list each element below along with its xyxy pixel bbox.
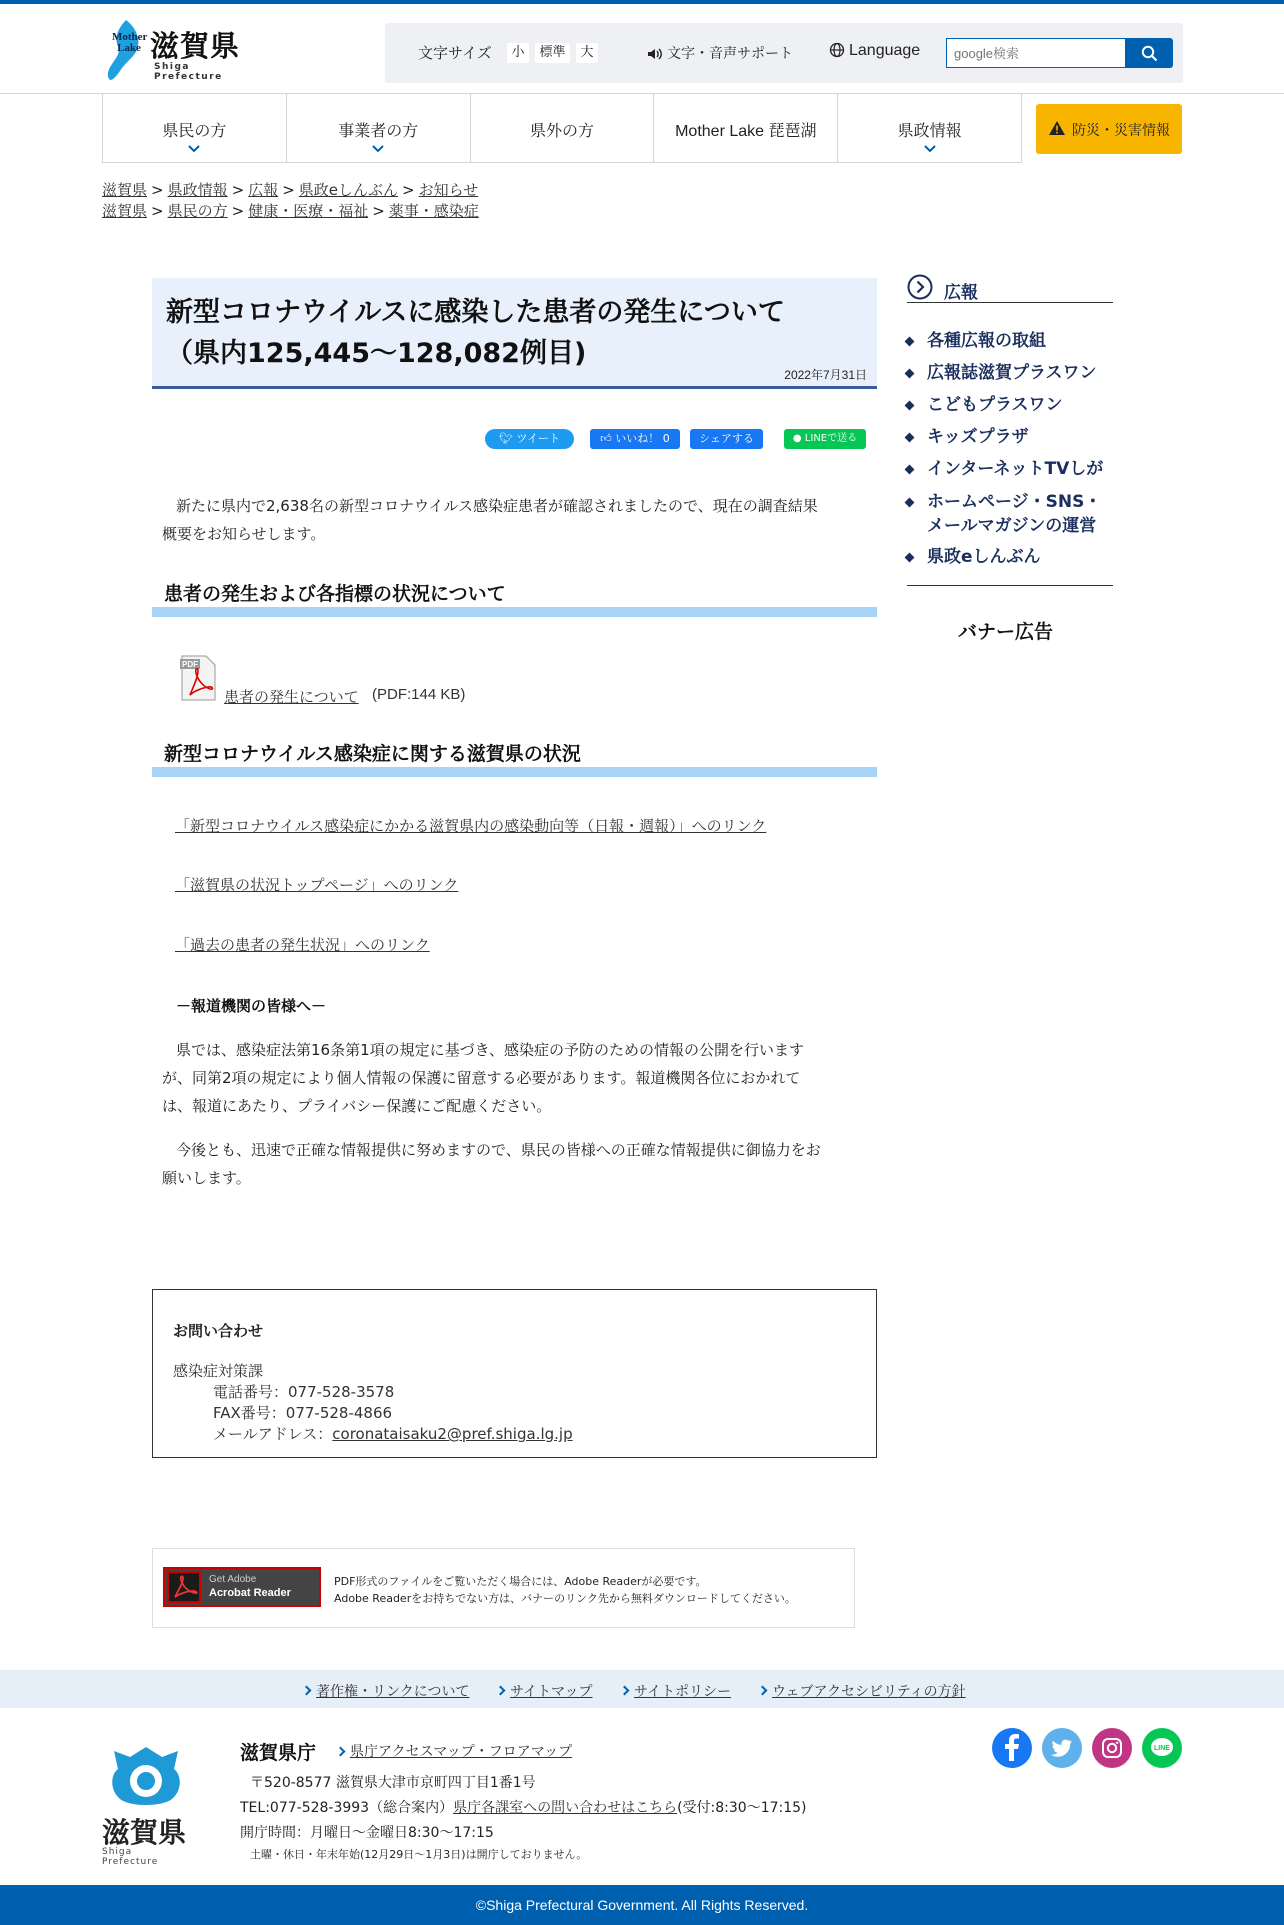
- line-icon: ●: [792, 433, 802, 444]
- language-label: Language: [849, 42, 921, 59]
- sidebar-divider: [907, 585, 1113, 586]
- press-paragraph: 今後とも、迅速で正確な情報提供に努めますので、県民の皆様への正確な情報提供に御協力をお 願いします。: [162, 1141, 821, 1187]
- chevron-down-icon: [924, 145, 936, 153]
- instagram-icon: [1092, 1728, 1132, 1768]
- breadcrumb-link[interactable]: 滋賀県: [102, 181, 148, 199]
- facebook-like-button[interactable]: 👍︎ いいね！ 0: [590, 429, 680, 449]
- footer-hours: 開庁時間：月曜日～金曜日8:30～17:15: [240, 1825, 494, 1841]
- section-heading: 患者の発生および各指標の状況について: [152, 575, 877, 617]
- press-heading: －報道機関の皆様へ－: [176, 997, 327, 1015]
- nav-label: 県政情報: [897, 121, 962, 140]
- footer-closed: 土曜・休日・年末年始(12月29日～1月3日)は開庁しておりません。: [250, 1848, 588, 1861]
- footer-address: 〒520-8577 滋賀県大津市京町四丁目1番1号: [250, 1775, 536, 1791]
- voice-support-label: 文字・音声サポート: [667, 46, 793, 62]
- pdf-size: (PDF:144 KB): [372, 686, 466, 703]
- breadcrumb-link[interactable]: 県民の方: [167, 202, 228, 220]
- svg-text:LINE: LINE: [1154, 1745, 1170, 1752]
- chevron-down-icon: [188, 145, 200, 153]
- nav-label: 県外の方: [529, 121, 594, 140]
- press-paragraph: 県では、感染症法第16条第1項の規定に基づき、感染症の予防のための情報の公開を行います が、同第2項の規定により個人情報の保護に留意する必要があります。報道機関各位におかれて は、報道にあたり、プライバシー保護にご配慮ください。: [162, 1041, 805, 1115]
- contact-heading: お問い合わせ: [173, 1322, 264, 1340]
- footer-link[interactable]: ウェブアクセシビリティの方針: [759, 1681, 966, 1701]
- banner-heading: バナー広告: [958, 621, 1054, 643]
- thumbs-up-icon: 👍︎: [600, 432, 612, 445]
- site-logo[interactable]: [104, 16, 244, 82]
- footer-tel: TEL:077-528-3993（総合案内）県庁各課室への問い合わせはこちら(受付:8:30～17:15): [240, 1800, 807, 1816]
- circle-chevron-right-icon: [907, 274, 933, 300]
- section-heading: 新型コロナウイルス感染症に関する滋賀県の状況: [152, 735, 877, 777]
- language-link[interactable]: [829, 42, 920, 60]
- footer-link[interactable]: サイトマップ: [497, 1681, 592, 1701]
- breadcrumb: 滋賀県 > 県政情報 > 広報 > 県政eしんぶん > お知らせ: [102, 181, 479, 199]
- nav-label: 事業者の方: [338, 121, 419, 140]
- status-top-link[interactable]: 「滋賀県の状況トップページ」へのリンク: [175, 876, 459, 894]
- breadcrumb-link[interactable]: 健康・医療・福祉: [248, 202, 369, 220]
- nav-label: Mother Lake 琵琶湖: [675, 123, 817, 140]
- nav-label: 県民の方: [162, 121, 227, 140]
- breadcrumb-link[interactable]: お知らせ: [418, 181, 479, 199]
- logo-subtitle: Shiga Prefecture: [154, 62, 223, 82]
- contact-mail-link[interactable]: coronataisaku2@pref.shiga.lg.jp: [332, 1425, 573, 1443]
- contact-box: [152, 1289, 877, 1458]
- pdf-download-link[interactable]: 患者の発生について: [224, 688, 359, 706]
- font-size-standard-button[interactable]: 標準: [535, 43, 570, 63]
- contact-fax: FAX番号：077-528-4866: [213, 1404, 393, 1422]
- access-map-link[interactable]: 県庁アクセスマップ・フロアマップ: [337, 1741, 572, 1761]
- tweet-button[interactable]: 🐦︎ ツイート: [485, 429, 574, 449]
- contact-tel: 電話番号：077-528-3578: [213, 1383, 395, 1401]
- sidebar-item[interactable]: ホームページ・SNS・ メールマガジンの運営: [906, 490, 1116, 538]
- footer-link[interactable]: サイトポリシー: [621, 1681, 731, 1701]
- header-tools: [385, 23, 1183, 83]
- nav-business[interactable]: [287, 93, 471, 162]
- chevron-down-icon: [372, 145, 384, 153]
- logo-title: 滋賀県: [150, 29, 241, 63]
- facebook-icon: [992, 1728, 1032, 1768]
- footer-org-name: 滋賀県庁: [240, 1742, 317, 1764]
- search-input[interactable]: [946, 38, 1126, 68]
- disaster-label: 防災・災害情報: [1072, 123, 1170, 139]
- line-icon: [1142, 1728, 1182, 1768]
- global-nav: [102, 93, 1022, 163]
- disaster-info-button[interactable]: [1036, 104, 1182, 154]
- intro-text: 新たに県内で2,638名の新型コロナウイルス感染症患者が確認されましたので、現在の調査結果 概要をお知らせします。: [162, 497, 818, 543]
- page-title: 新型コロナウイルスに感染した患者の発生について （県内125,445～128,082例目): [166, 297, 785, 369]
- search-icon: [1141, 45, 1158, 62]
- voice-support-link[interactable]: [647, 43, 793, 63]
- breadcrumb-link[interactable]: 薬事・感染症: [388, 202, 479, 220]
- twitter-icon: [1042, 1728, 1082, 1768]
- font-size-small-button[interactable]: 小: [507, 43, 529, 63]
- footer-link[interactable]: 著作権・リンクについて: [303, 1681, 469, 1701]
- facebook-link[interactable]: [992, 1728, 1032, 1768]
- nav-prefectural-info[interactable]: [838, 93, 1021, 162]
- logo-mother-lake: Mother Lake: [112, 31, 148, 54]
- globe-icon: [829, 42, 845, 58]
- copyright: ©Shiga Prefectural Government. All Rights Reserved.: [0, 1885, 1284, 1925]
- font-size-label: 文字サイズ: [418, 44, 492, 62]
- breadcrumb-link[interactable]: 県政eしんぶん: [298, 181, 399, 199]
- instagram-link[interactable]: [1092, 1728, 1132, 1768]
- line-send-button[interactable]: ● LINEで送る: [784, 429, 866, 449]
- footer-logo: 滋賀県 Shiga Prefecture: [100, 1743, 192, 1859]
- top-accent-bar: [0, 0, 1284, 4]
- acrobat-icon: [167, 1571, 201, 1603]
- search-button[interactable]: [1126, 38, 1173, 68]
- pdf-file-icon: [180, 655, 216, 701]
- font-size-large-button[interactable]: 大: [576, 43, 598, 63]
- contact-mail: メールアドレス：coronataisaku2@pref.shiga.lg.jp: [213, 1425, 573, 1443]
- footer-links-bar: [0, 1670, 1284, 1708]
- nav-mother-lake[interactable]: [654, 93, 838, 162]
- publish-date: 2022年7月31日: [784, 368, 867, 382]
- line-link[interactable]: [1142, 1728, 1182, 1768]
- page-title-box: [152, 278, 877, 389]
- nav-outside[interactable]: [471, 93, 655, 162]
- adobe-text: PDF形式のファイルをご覧いただく場合には、Adobe Readerが必要です。: [334, 1575, 707, 1588]
- infection-trend-link[interactable]: 「新型コロナウイルス感染症にかかる滋賀県内の感染動向等（日報・週報）」へのリンク: [175, 817, 767, 835]
- contact-dept: 感染症対策課: [173, 1362, 264, 1380]
- breadcrumb: 滋賀県 > 県民の方 > 健康・医療・福祉 > 薬事・感染症: [102, 202, 479, 220]
- facebook-share-button[interactable]: シェアする: [690, 429, 763, 449]
- prefecture-emblem-icon: [100, 1743, 192, 1813]
- adobe-reader-box: [152, 1548, 855, 1628]
- adobe-reader-banner[interactable]: Get Adobe Acrobat Reader: [163, 1567, 321, 1607]
- breadcrumb-link[interactable]: 滋賀県: [102, 202, 148, 220]
- past-cases-link[interactable]: 「過去の患者の発生状況」へのリンク: [175, 936, 430, 954]
- twitter-bird-icon: 🐦︎: [499, 432, 513, 445]
- breadcrumb-link[interactable]: 広報: [248, 181, 279, 199]
- nav-residents[interactable]: [103, 93, 287, 162]
- twitter-link[interactable]: [1042, 1728, 1082, 1768]
- svg-text:PDF: PDF: [182, 660, 198, 669]
- warning-icon: [1048, 120, 1066, 136]
- sidebar-heading[interactable]: 広報: [907, 274, 1113, 303]
- breadcrumb-link[interactable]: 県政情報: [167, 181, 228, 199]
- speaker-icon: [647, 47, 663, 61]
- inquiry-link[interactable]: 県庁各課室への問い合わせはこちら: [453, 1800, 678, 1816]
- adobe-text: Adobe Readerをお持ちでない方は、バナーのリンク先から無料ダウンロードしてください。: [334, 1592, 796, 1605]
